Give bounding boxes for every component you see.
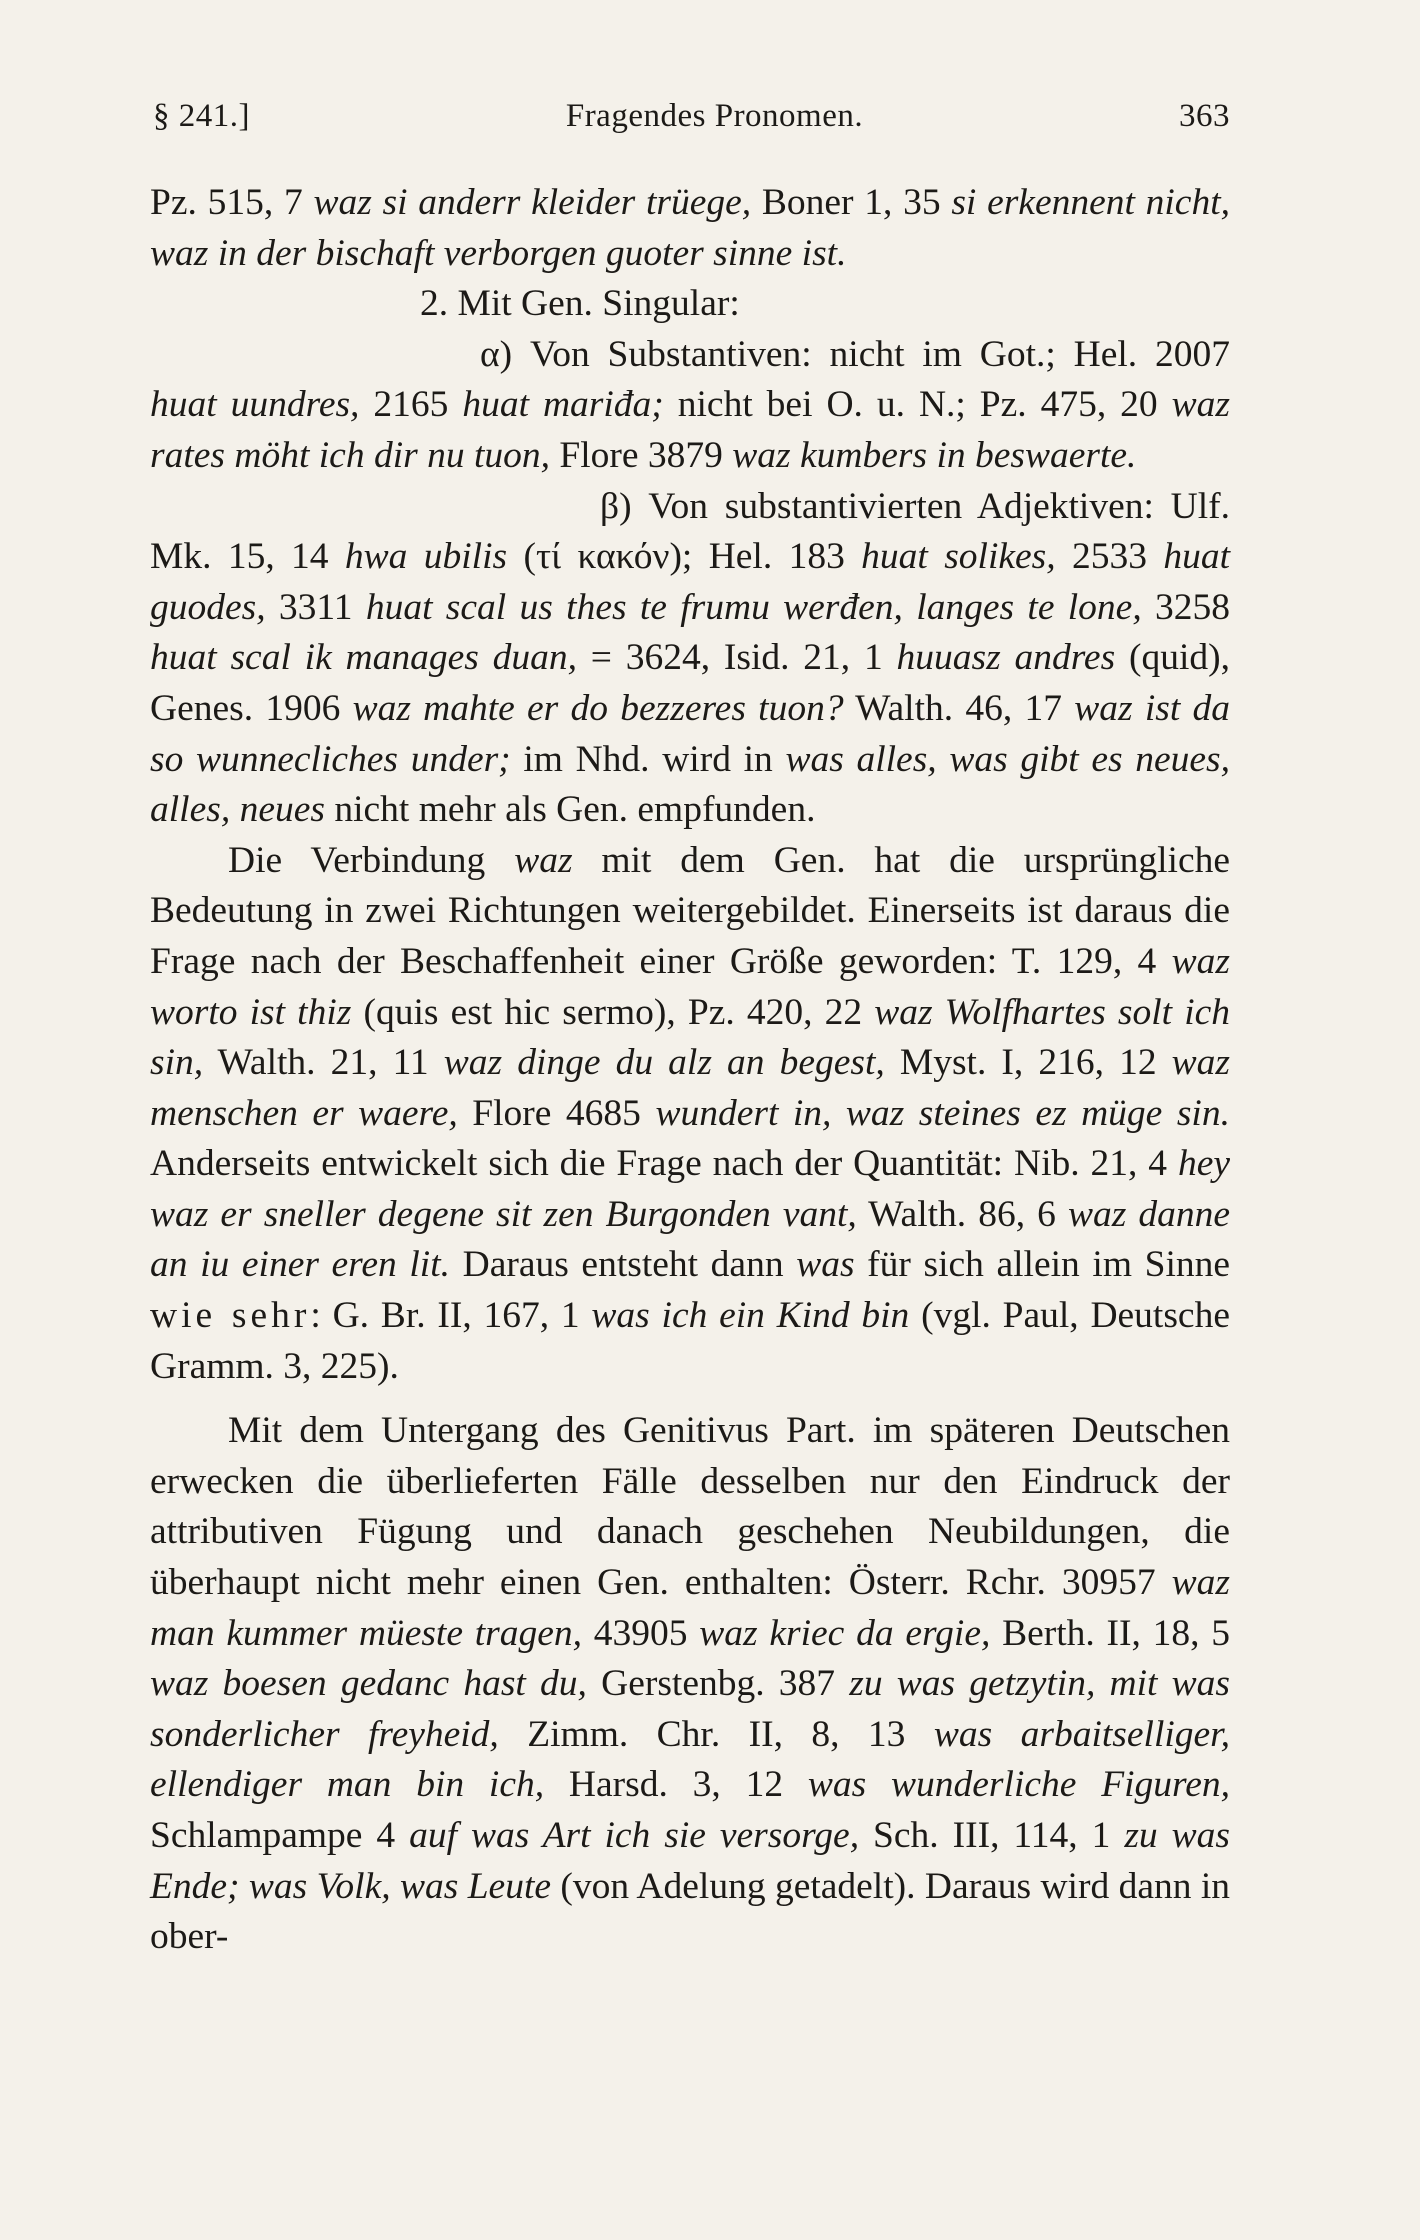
paragraph <box>150 279 1230 330</box>
citation-text: was ich ein Kind bin <box>591 1295 910 1337</box>
citation-text: huat solikes, <box>861 536 1056 578</box>
body-segment: (quid), Genes. 1906 <box>150 637 1230 729</box>
paragraph <box>150 482 1230 836</box>
citation-text: was <box>796 1244 855 1286</box>
body-segment: : G. Br. II, 167, 1 <box>310 1295 592 1337</box>
body-segment: β) Von substantivierten Adjektiven: Ulf. Mk. 15, 14 <box>150 485 1230 578</box>
citation-text: huat uundres, <box>150 384 360 426</box>
body-segment: 43905 <box>582 1612 700 1654</box>
body-segment: Die Verbindung <box>228 839 515 881</box>
citation-text: hey waz er sneller degene sit zen Burgonden vant, <box>150 1143 1230 1235</box>
citation-text: wundert in, waz steines ez müge sin. <box>655 1092 1230 1134</box>
body-segment: Berth. II, 18, 5 <box>990 1612 1231 1654</box>
citation-text: hwa ubilis <box>344 536 508 578</box>
body-segment: (τί κακόν); Hel. 183 <box>507 536 862 578</box>
citation-text: was wunderliche Figuren, <box>807 1764 1230 1806</box>
citation-text: auf was Art ich sie versorge, <box>409 1815 860 1856</box>
body-segment: Daraus entsteht dann <box>450 1244 797 1286</box>
body-segment: Anderseits entwickelt sich die Frage nach der Quantität: Nib. 21, 4 <box>150 1143 1178 1185</box>
running-title: Fragendes Pronomen. <box>565 98 864 134</box>
body-segment: (quis est hic sermo), Pz. 420, 22 <box>351 991 875 1033</box>
body-segment: im Nhd. wird in <box>510 738 786 780</box>
citation-text: zu was Ende; was Volk, was Leute <box>150 1815 1231 1907</box>
citation-text: huat guodes, <box>150 536 1231 628</box>
citation-text: waz rates möht ich dir nu tuon, <box>150 384 1230 476</box>
citation-text: huat scal us thes te frumu werđen, langes te lone, <box>365 586 1142 628</box>
citation-text: zu was getzytin, mit was sonderlicher freyheid, <box>150 1663 1230 1755</box>
citation-text: waz Wolfhartes solt ich sin, <box>150 991 1231 1084</box>
body-segment: Mit dem Untergang des Genitivus Part. im späteren Deutschen erwecken die überlieferten Fälle desselben nur den Eindruck der attributiven Fügung und danach geschehen Neubildungen, die überhaupt nicht mehr einen Gen. enthalten: Österr. Rchr. 30957 <box>150 1410 1230 1604</box>
citation-text: waz si anderr kleider trüege, <box>313 182 752 223</box>
citation-text: was alles, was gibt es neues, alles, neues <box>150 738 1230 831</box>
body-segment: nicht bei O. u. N.; Pz. 475, 20 <box>663 384 1172 426</box>
body-segment: Flore 4685 <box>457 1092 656 1134</box>
body-segment: Pz. 515, 7 <box>150 182 314 223</box>
body-segment: 2. Mit Gen. Singular: <box>420 283 740 325</box>
body-segment: Walth. 21, 11 <box>203 1042 444 1084</box>
paragraph <box>150 1406 1230 1963</box>
citation-text: waz kumbers in beswaerte. <box>732 434 1137 476</box>
body-segment: Harsd. 3, 12 <box>544 1764 808 1806</box>
citation-text: waz worto ist thiz <box>150 940 1230 1033</box>
running-header <box>153 98 1230 135</box>
body-segment: (vgl. Paul, Deutsche Gramm. 3, 225). <box>150 1295 1230 1387</box>
body-segment: mit dem Gen. hat die ursprüngliche Bedeutung in zwei Richtungen weitergebildet. Einerseits ist daraus die Frage nach der Beschaffenheit einer Größe geworden: T. 129, 4 <box>150 839 1230 982</box>
body-segment: Walth. 46, 17 <box>843 687 1075 729</box>
citation-text: si erkennent nicht, waz in der bischaft verborgen guoter sinne ist. <box>150 182 1230 274</box>
body-segment: für sich allein im Sinne <box>854 1244 1231 1286</box>
body-segment: Zimm. Chr. II, 8, 13 <box>498 1713 934 1755</box>
citation-text: waz <box>514 839 573 881</box>
paragraph <box>150 178 1230 279</box>
citation-text: huat mariđa; <box>462 384 664 426</box>
body-text <box>150 178 1230 1963</box>
citation-text: waz kriec da ergie, <box>699 1612 991 1654</box>
body-segment: 2533 <box>1055 536 1164 578</box>
section-reference: § 241.] <box>153 98 250 134</box>
body-segment: 2165 <box>359 384 463 426</box>
body-segment: α) Von Substantiven: nicht im Got.; Hel. 2007 <box>480 333 1230 375</box>
citation-text: huuasz andres <box>896 637 1116 679</box>
paragraph <box>150 330 1230 482</box>
body-segment: Walth. 86, 6 <box>856 1193 1068 1235</box>
citation-text: was arbaitselliger, ellendiger man bin ich, <box>150 1713 1230 1806</box>
body-segment: nicht mehr als Gen. empfunden. <box>324 789 816 831</box>
citation-text: waz danne an iu einer eren lit. <box>150 1193 1231 1286</box>
body-segment: = 3624, Isid. 21, 1 <box>576 637 897 679</box>
body-segment: 3258 <box>1141 586 1231 628</box>
body-segment: (von Adelung getadelt). Daraus wird dann in ober- <box>150 1865 1231 1958</box>
body-segment: Sch. III, 114, 1 <box>859 1815 1125 1856</box>
citation-text: waz menschen er waere, <box>150 1042 1231 1134</box>
citation-text: waz mahte er do bezzeres tuon? <box>352 687 844 729</box>
citation-text: waz ist da so wunnecliches under; <box>150 687 1230 780</box>
body-segment: wie sehr <box>150 1295 311 1337</box>
page-number: 363 <box>1178 98 1230 134</box>
body-segment: Myst. I, 216, 12 <box>884 1042 1172 1084</box>
citation-text: waz boesen gedanc hast du, <box>150 1663 587 1705</box>
citation-text: waz dinge du alz an begest, <box>443 1042 885 1084</box>
body-segment: Schlampampe 4 <box>150 1815 410 1856</box>
body-segment: Flore 3879 <box>550 434 733 476</box>
body-segment: Gerstenbg. 387 <box>586 1663 850 1705</box>
paragraph <box>150 836 1230 1393</box>
citation-text: huat scal ik manages duan, <box>150 637 577 679</box>
body-segment: Boner 1, 35 <box>751 182 952 223</box>
body-segment: 3311 <box>265 586 366 628</box>
citation-text: waz man kummer müeste tragen, <box>150 1562 1230 1654</box>
